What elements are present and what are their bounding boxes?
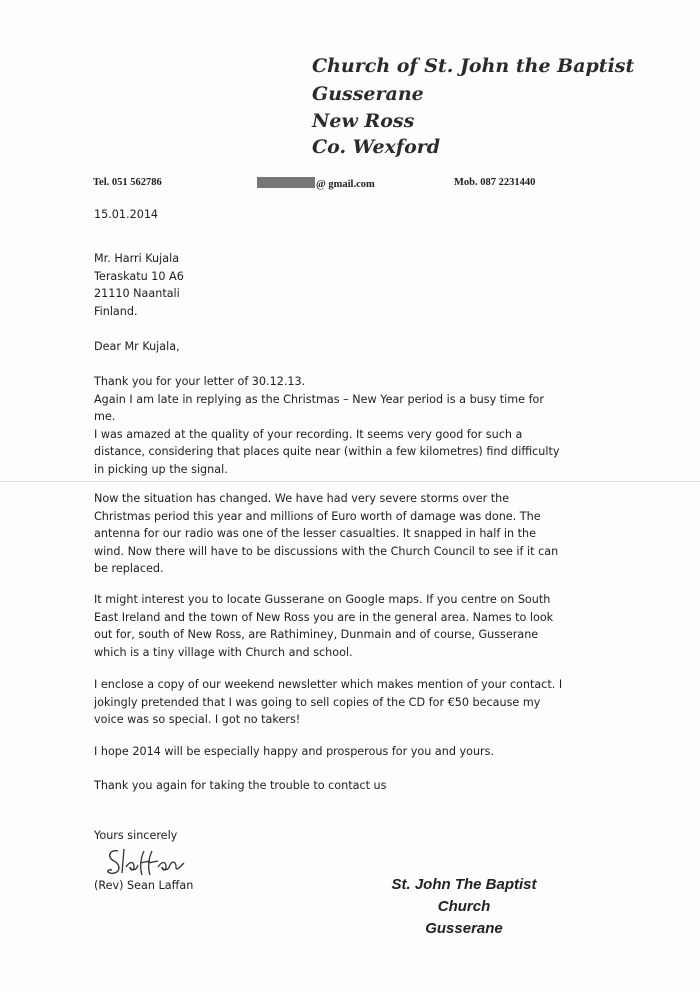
paragraph-line: Now the situation has changed. We have had very severe storms over the <box>94 492 510 505</box>
paragraph-line: in picking up the signal. <box>94 462 228 476</box>
paragraph-line: distance, considering that places quite near (within a few kilometres) find difficulty <box>94 445 560 458</box>
paragraph-line: out for, south of New Ross, are Rathiminey, Dunmain and of course, Gusserane <box>94 628 539 641</box>
letterhead-village: Gusserane <box>312 83 424 105</box>
stamp-line-3: Gusserane <box>425 920 503 937</box>
paragraph-line: antenna for our radio was one of the lesser casualties. It snapped in half in the <box>94 527 536 540</box>
letter-date: 15.01.2014 <box>94 208 159 221</box>
contact-mobile: Mob. 087 2231440 <box>454 177 536 188</box>
handwritten-signature <box>104 845 194 881</box>
recipient-street: Teraskatu 10 A6 <box>94 269 184 283</box>
redacted-email-user <box>257 177 315 188</box>
stamp-line-1: St. John The Baptist <box>391 876 537 893</box>
paragraph-line: Thank you for your letter of 30.12.13. <box>94 375 306 388</box>
paper-fold-line <box>0 481 700 482</box>
recipient-country: Finland. <box>94 304 138 318</box>
letterhead-church-name: Church of St. John the Baptist <box>312 55 635 77</box>
paragraph-1 <box>94 373 560 478</box>
recipient-city: 21110 Naantali <box>94 287 180 300</box>
paragraph-line: jokingly pretended that I was going to sell copies of the CD for €50 because my <box>94 695 541 709</box>
contact-email-domain: @ gmail.com <box>316 179 375 190</box>
contact-email <box>257 177 375 190</box>
contact-telephone: Tel. 051 562786 <box>93 177 162 188</box>
paragraph-line: voice was so special. I got no takers! <box>94 713 301 726</box>
paragraph-line: I hope 2014 will be especially happy and prosperous for you and yours. <box>94 745 495 758</box>
paragraph-line: which is a tiny village with Church and school. <box>94 645 353 659</box>
paragraph-line: wind. Now there will have to be discussions with the Church Council to see if it can <box>94 544 559 558</box>
paragraph-5 <box>94 743 494 761</box>
letterhead-county: Co. Wexford <box>312 136 441 158</box>
letterhead-town: New Ross <box>312 110 415 132</box>
signoff: Yours sincerely <box>94 829 178 842</box>
paragraph-6 <box>94 777 386 795</box>
paragraph-3 <box>94 591 553 661</box>
paragraph-line: Thank you again for taking the trouble to contact us <box>94 779 387 792</box>
paragraph-line: Christmas period this year and millions of Euro worth of damage was done. The <box>94 509 541 523</box>
paragraph-line: Again I am late in replying as the Christmas – New Year period is a busy time for <box>94 392 544 406</box>
paragraph-line: I was amazed at the quality of your recording. It seems very good for such a <box>94 427 523 441</box>
paragraph-line: It might interest you to locate Gusserane on Google maps. If you centre on South <box>94 593 551 606</box>
paragraph-line: East Ireland and the town of New Ross you are in the general area. Names to look <box>94 610 554 624</box>
recipient-name: Mr. Harri Kujala <box>94 252 180 265</box>
paragraph-line: me. <box>94 410 116 423</box>
paragraph-4 <box>94 676 562 729</box>
stamp-line-2: Church <box>437 898 491 915</box>
paragraph-2 <box>94 490 558 578</box>
paragraph-line: I enclose a copy of our weekend newsletter which makes mention of your contact. I <box>94 678 563 691</box>
paragraph-line: be replaced. <box>94 562 164 575</box>
recipient-address <box>94 250 184 320</box>
salutation: Dear Mr Kujala, <box>94 340 180 353</box>
signatory-name: (Rev) Sean Laffan <box>94 879 194 892</box>
